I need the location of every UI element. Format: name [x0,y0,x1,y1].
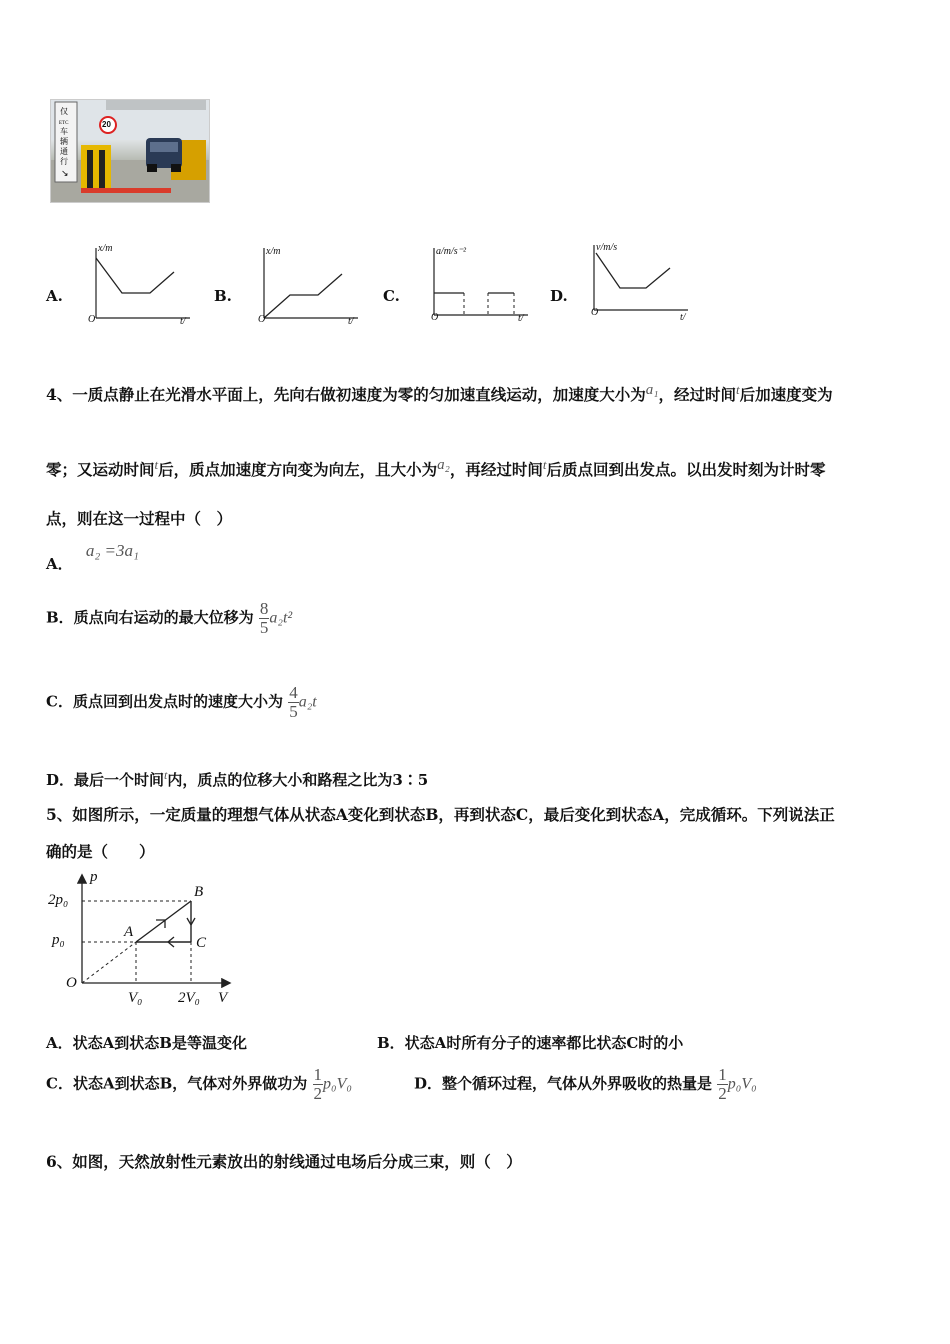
q5-option-b: B．状态A时所有分子的速率都比状态C时的小 [377,1034,684,1052]
q3-option-b-label: B. [214,287,232,305]
q5-option-a: A．状态A到状态B是等温变化 [46,1034,247,1052]
q5-origin-label: O [66,975,77,991]
q5-point-c: C [196,935,207,951]
q5-line-1: 5、如图所示，一定质量的理想气体从状态A变化到状态B，再到状态C，最后变化到状态A，完成循环。下列说法正 [46,805,835,824]
svg-text:通: 通 [60,147,68,156]
q5-v-axis-label: V [218,990,228,1006]
q4-option-d: D．最后一个时间$^t$内，质点的位移大小和路程之比为3∶5 [46,768,429,789]
q3-option-c-label: C. [383,287,400,305]
q4-t: t [736,382,740,397]
etc-photo-drawing [51,100,209,202]
svg-text:辆: 辆 [60,137,68,146]
q3-d-yaxis: v/m/s [596,242,618,253]
q4-option-a: A． a₂ =3a₁ [46,541,139,573]
etc-sign-text: 仅 [60,107,68,116]
svg-text:↘: ↘ [61,168,69,178]
q3-c-xaxis: t/ [518,313,524,324]
q4-option-c: C．质点回到出发点时的速度大小为 $\frac{4}{5}$ a₂t [46,683,317,721]
q3-d-origin: O [591,307,599,318]
q5-option-d-fraction: $\frac{1}{2}$ [718,1065,727,1103]
etc-toll-photo [50,99,210,203]
q4-a2: a₂ [437,457,450,473]
q5-tick-2v0: 2V₀ [178,990,200,1006]
q5-point-a: A [124,924,134,940]
q4-a1: a₁ [645,382,659,398]
q3-c-origin: O [431,312,439,323]
q3-option-d-label: D. [550,287,568,305]
svg-text:ETC: ETC [59,121,69,126]
q3-c-yaxis: a/m/s⁻² [436,246,466,257]
q3-a-yaxis: x/m [98,243,113,254]
q3-a-xaxis: t/ [180,316,186,327]
svg-text:车: 车 [60,127,68,136]
q5-tick-p0: p₀ [52,932,65,948]
q4-line-1: 4、一质点静止在光滑水平面上，先向右做初速度为零的匀加速直线运动，加速度大小为$^{a_1}$，经过时间$^t$后加速度变为 [46,382,833,405]
q5-option-c-fraction: $\frac{1}{2}$ [313,1065,322,1103]
speed-limit-sign: 20 [102,120,111,129]
q4-line-3: 点，则在这一过程中（ ） [46,509,233,528]
q5-point-b: B [194,884,204,900]
q5-option-c: C．状态A到状态B，气体对外界做功为 $\frac{1}{2}$ p₀V₀ [46,1065,352,1103]
q3-d-xaxis: t/ [680,312,686,323]
q3-a-origin: O [88,314,96,325]
q6-line-1: 6、如图，天然放射性元素放出的射线通过电场后分成三束，则（ ） [46,1152,522,1171]
q5-line-2: 确的是（ ） [46,842,155,861]
q3-b-origin: O [258,314,266,325]
q4-line-2: 零；又运动时间$^t$后，质点加速度方向变为向左，且大小为$^{a_2}$，再经过时间$^t$后质点回到出发点。以出发时刻为计时零 [46,457,826,480]
q3-b-yaxis: x/m [266,246,281,257]
q3-option-a-label: A. [46,287,63,305]
q4-option-b: B．质点向右运动的最大位移为 $\frac{8}{5}$ a₂t² [46,599,293,637]
q5-tick-2p0: 2p₀ [48,892,69,908]
q5-p-axis-label: p [90,869,98,885]
svg-text:行: 行 [60,157,68,166]
q4-option-b-fraction: $\frac{8}{5}$ [259,599,269,637]
q5-tick-v0: V₀ [128,990,143,1006]
q3-b-xaxis: t/ [348,316,354,327]
q4-option-a-math: a₂ =3a₁ [85,541,139,560]
q5-option-d: D．整个循环过程，气体从外界吸收的热量是 $\frac{1}{2}$ p₀V₀ [414,1065,757,1103]
q4-option-c-fraction: $\frac{4}{5}$ [289,683,298,721]
